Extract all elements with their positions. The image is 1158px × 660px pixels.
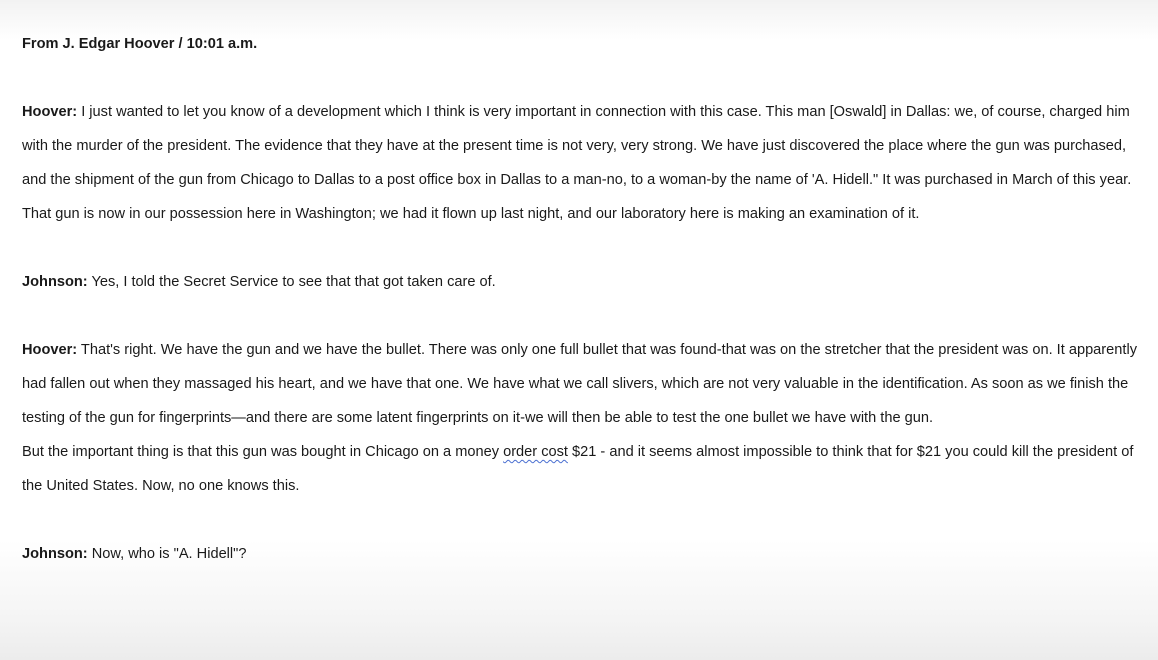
speaker-label: Johnson:: [22, 546, 88, 562]
speaker-label: Hoover:: [22, 342, 78, 358]
paragraph-text: That's right. We have the gun and we have the bullet. There was only one full bullet that was found-that was on the stretcher that the president was on. It apparently had fallen out when they massaged his heart, and we have that one. We have what we call slivers, which are not very valuable in the identification. As soon as we finish the testing of the gun for fingerprints—and there are some latent fingerprints on it-we will then be able to test the one bullet we have with the gun.: [22, 342, 1137, 426]
paragraph-text: But the important thing is that this gun was bought in Chicago on a money: [22, 444, 504, 460]
paragraph-hoover-1: [22, 95, 1142, 231]
paragraph-hoover-2: [22, 333, 1142, 435]
paragraph-johnson-2: [22, 537, 1142, 571]
speaker-label: Johnson:: [22, 274, 88, 290]
paragraph-johnson-1: [22, 265, 1142, 299]
paragraph-text: Now, who is "A. Hidell"?: [87, 546, 247, 562]
speaker-label: Hoover:: [22, 104, 78, 120]
paragraph-text: $21 - and it seems almost impossible to think that for $21 you could kill the president of the United States. Now, no one knows this.: [22, 444, 1134, 494]
document-heading: From J. Edgar Hoover / 10:01 a.m.: [22, 36, 258, 52]
paragraph-text: Yes, I told the Secret Service to see that that got taken care of.: [87, 274, 496, 290]
spellcheck-flagged-text[interactable]: order cost: [503, 444, 568, 460]
paragraph-text: I just wanted to let you know of a development which I think is very important in connection with this case. This man [Oswald] in Dallas: we, of course, charged him with the murder of the president. The evidence that they have at the present time is not very, very strong. We have just discovered the place where the gun was purchased, and the shipment of the gun from Chicago to Dallas to a post office box in Dallas to a man-no, to a woman-by the name of 'A. Hidell." It was purchased in March of this year. That gun is now in our possession here in Washington; we had it flown up last night, and our laboratory here is making an examination of it.: [22, 104, 1132, 222]
paragraph-hoover-continued: [22, 435, 1142, 503]
document-body: [22, 27, 1142, 605]
